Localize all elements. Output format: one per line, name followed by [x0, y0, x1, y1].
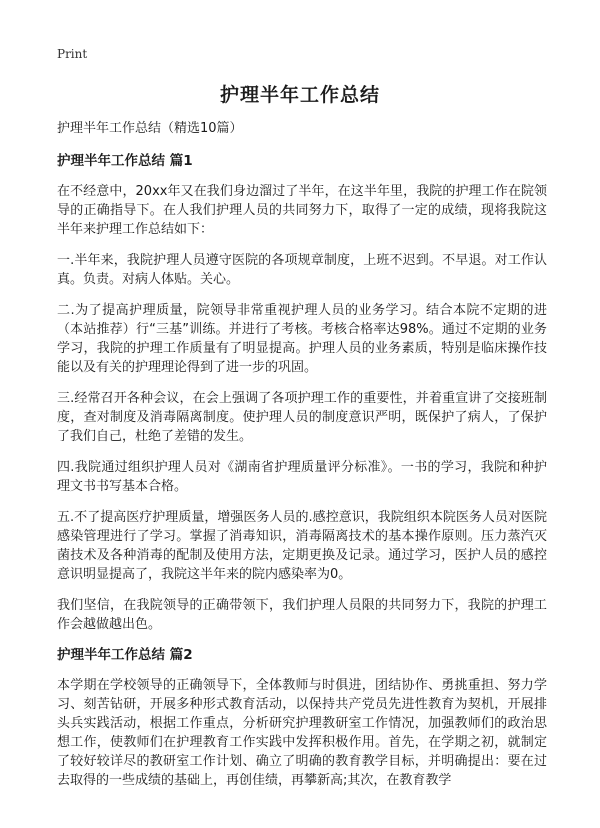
paragraph: 五.不了提高医疗护理质量，增强医务人员的.感控意识，我院组织本院医务人员对医院感染管理进行了学习。掌握了消毒知识，消毒隔离技术的基本操作原则。压力蒸汽灭菌技术及各种消毒的配制及使用方法，定期更换及记录。通过学习，医护人员的感控意识明显提高了，我院这半年来的院内感染率为0。 — [57, 510, 547, 582]
document-subtitle: 护理半年工作总结（精选10篇） — [57, 121, 243, 136]
paragraph: 我们坚信，在我院领导的正确带领下，我们护理人员限的共同努力下，我院的护理工作会越做越出色。 — [57, 598, 547, 632]
paragraph: 四.我院通过组织护理人员对《湖南省护理质量评分标准》。一书的学习，我院和种护理文书书写基本合格。 — [57, 460, 547, 494]
paragraph: 在不经意中，20xx年又在我们身边溜过了半年，在这半年里，我院的护理工作在院领导的正确指导下。在人我们护理人员的共同努力下，取得了一定的成绩，现将我院这半年来护理工作总结如下： — [57, 184, 547, 237]
section-heading: 护理半年工作总结 篇1 — [57, 153, 193, 169]
paragraph: 一.半年来，我院护理人员遵守医院的各项规章制度，上班不迟到。不早退。对工作认真。负责。对病人体贴。关心。 — [57, 253, 547, 287]
section-2 — [57, 646, 547, 790]
page-title: 护理半年工作总结 — [219, 84, 380, 106]
document-body — [57, 120, 547, 802]
paragraph: 三.经常召开各种会议，在会上强调了各项护理工作的重要性，并着重宣讲了交接班制度，查对制度及消毒隔离制度。使护理人员的制度意识严明，既保护了病人，了保护了我们自己，杜绝了差错的发生。 — [57, 391, 547, 444]
paragraph: 二.为了提高护理质量，院领导非常重视护理人员的业务学习。结合本院不定期的进（本站推荐）行“三基”训练。并进行了考核。考核合格率达98%。通过不定期的业务学习，我院的护理工作质量有了明显提高。护理人员的业务素质，特别是临床操作技能以及有关的护理理论得到了进一步的巩固。 — [57, 303, 547, 375]
paragraph: 本学期在学校领导的正确领导下，全体教师与时俱进，团结协作、勇挑重担、努力学习、刻苦钻研，开展多种形式教育活动，以保持共产党员先进性教育为契机，开展排头兵实践活动，根据工作重点，分析研究护理教研室工作情况，加强教师们的政治思想工作，使教师们在护理教育工作实践中发挥积极作用。首先，在学期之初，就制定了较好较详尽的教研室工作计划、确立了明确的教育教学目标，并明确提出：要在过去取得的一些成绩的基础上，再创佳绩，再攀新高;其次，在教育教学 — [57, 678, 547, 788]
section-heading: 护理半年工作总结 篇2 — [57, 647, 193, 663]
section-1 — [57, 152, 547, 634]
print-link[interactable]: Print — [57, 47, 88, 61]
